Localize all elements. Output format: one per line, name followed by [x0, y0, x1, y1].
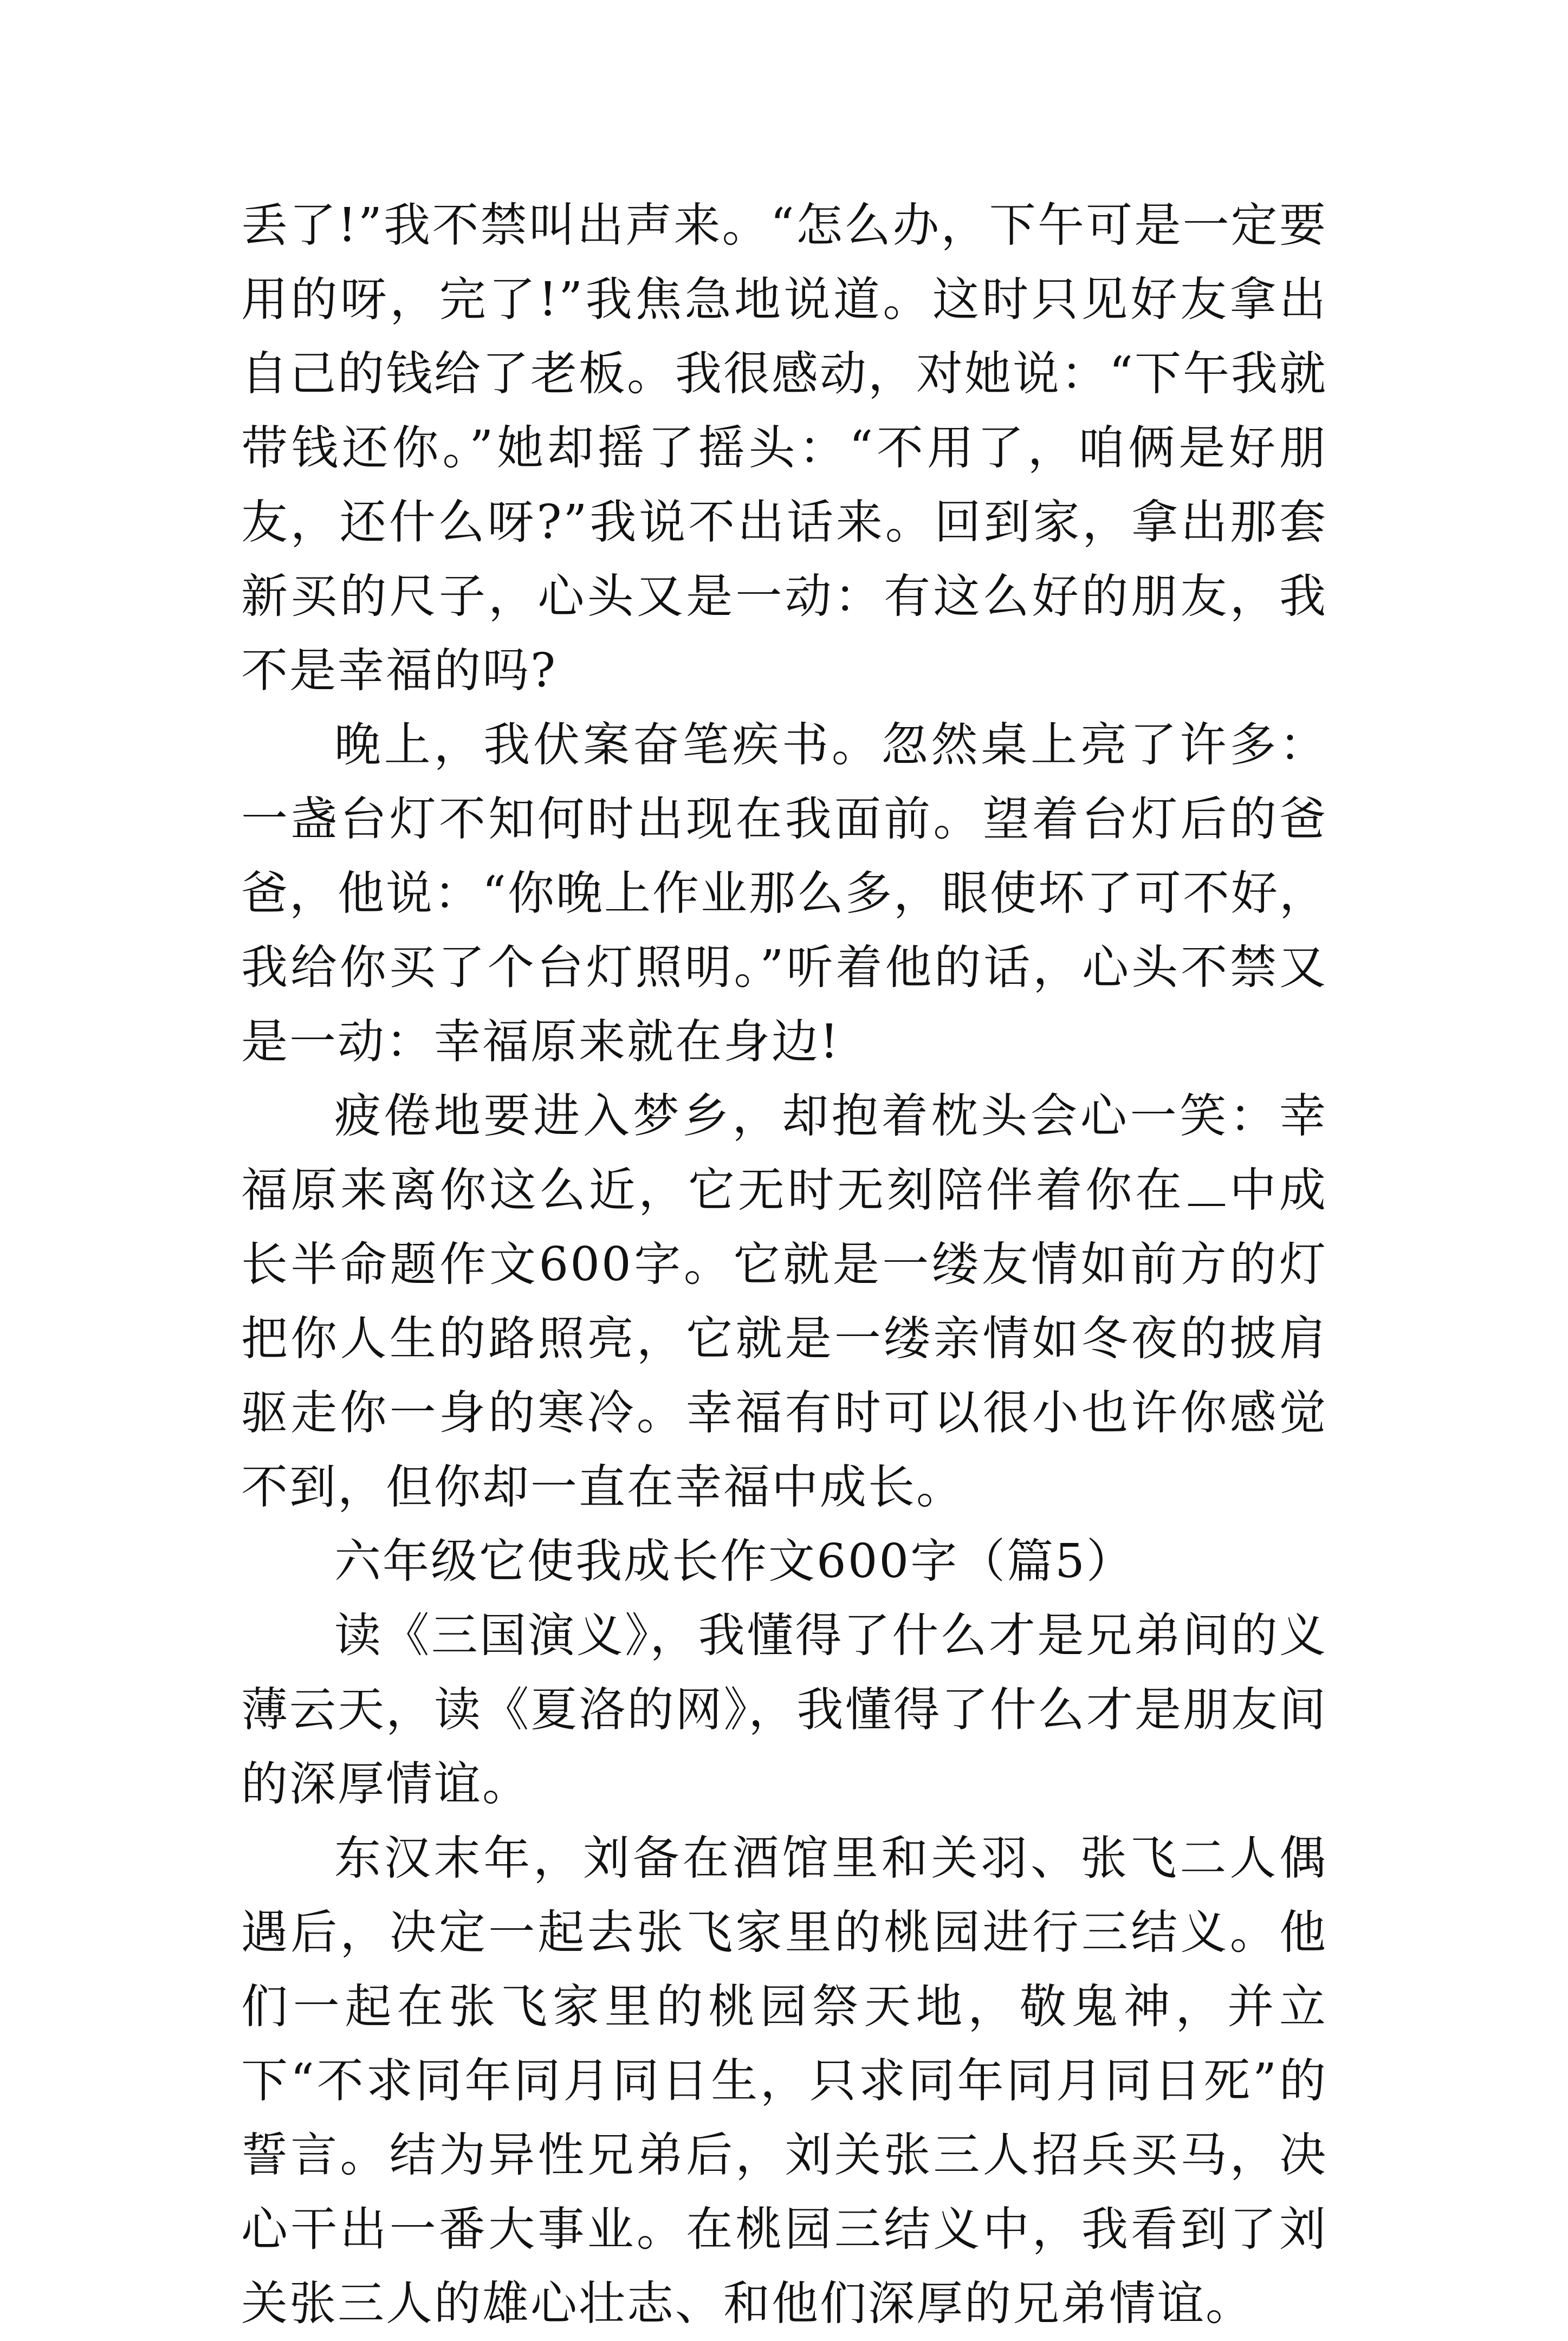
- paragraph-text: 丢了!”我不禁叫出声来。“怎么办，下午可是一定要用的呀，完了!”我焦急地说道。这时只见好友拿出自己的钱给了老板。我很感动，对她说：“下午我就带钱还你。”她却摇了摇头：“不用了，咱俩是好朋友，还什么呀?”我说不出话来。回到家，拿出那套新买的尺子，心头又是一动：有这么好的朋友，我不是幸福的吗?: [241, 198, 1327, 698]
- document-body: [241, 189, 1327, 2341]
- paragraph-desk-lamp: [241, 708, 1327, 1079]
- paragraph-text: 晚上，我伏案奋笔疾书。忽然桌上亮了许多：一盏台灯不知何时出现在我面前。望着台灯后的爸爸，他说：“你晚上作业那么多，眼使坏了可不好，我给你买了个台灯照明。”听着他的话，心头不禁又是一动：幸福原来就在身边!: [241, 718, 1327, 1069]
- section-heading: [241, 1525, 1327, 1599]
- paragraph-friend-money: [241, 189, 1327, 708]
- paragraph-text-before-blank: 疲倦地要进入梦乡，却抱着枕头会心一笑：幸福原来离你这么近，它无时无刻陪伴着你在: [241, 1089, 1327, 1217]
- paragraph-text: 东汉末年，刘备在酒馆里和关羽、张飞二人偶遇后，决定一起去张飞家里的桃园进行三结义。他们一起在张飞家里的桃园祭天地，敬鬼神，并立下“不求同年同月同日生，只求同年同月同日死”的誓言。结为异性兄弟后，刘关张三人招兵买马，决心干出一番大事业。在桃园三结义中，我看到了刘关张三人的雄心壮志、和他们深厚的兄弟情谊。: [241, 1831, 1327, 2331]
- fill-in-blank-underline: [1188, 1162, 1225, 1206]
- paragraph-text-after-blank: 中成长半命题作文600字。它就是一缕友情如前方的灯把你人生的路照亮，它就是一缕亲情如冬夜的披肩驱走你一身的寒冷。幸福有时可以很小也许你感觉不到，但你却一直在幸福中成长。: [241, 1163, 1328, 1514]
- paragraph-text: 读《三国演义》，我懂得了什么才是兄弟间的义薄云天，读《夏洛的网》，我懂得了什么才是朋友间的深厚情谊。: [241, 1609, 1327, 1811]
- paragraph-peach-garden-oath: [241, 1821, 1327, 2341]
- paragraph-reading-books: [241, 1599, 1327, 1821]
- paragraph-happiness-growth: [241, 1079, 1327, 1525]
- section-heading-text: 六年级它使我成长作文600字（篇5）: [334, 1534, 1135, 1588]
